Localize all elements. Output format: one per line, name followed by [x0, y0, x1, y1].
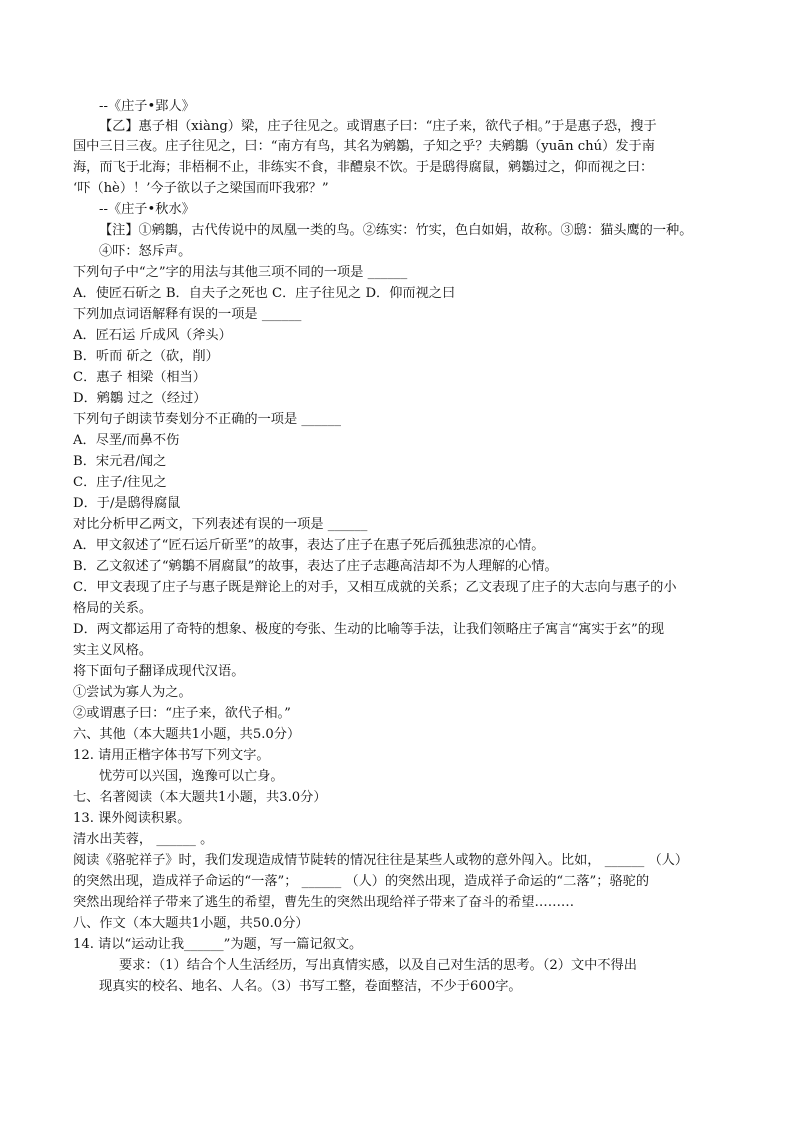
passage-yi-line: ‘吓（hè）！’今子欲以子之梁国而吓我邪？”	[73, 181, 329, 196]
passage-yi-line: 国中三日三夜。庄子往见之，曰：“南方有鸟，其名为鹓鶵，子知之乎？夫鹓鶵（yuān chú）发于南	[73, 139, 655, 154]
camel-xiangzi-line: 的突然出现，造成祥子命运的“一落”； ______ （人）的突然出现，造成祥子命运的“二落”；骆驼的	[73, 874, 650, 889]
question-reading-rhythm: 下列句子朗读节奏划分不正确的一项是 ______	[73, 412, 341, 427]
option-c: C．惠子 相梁（相当）	[73, 370, 206, 385]
question-translate: 将下面句子翻译成现代汉语。	[73, 664, 245, 679]
option-c-cont: 格局的关系。	[73, 601, 153, 616]
section-heading-essay: 八、作文（本大题共1小题，共50.0分）	[73, 916, 309, 931]
passage-yi-line: 海，而飞于北海；非梧桐不止，非练实不食，非醴泉不饮。于是鸱得腐鼠，鹓鶵过之，仰而视之曰：	[73, 160, 654, 175]
question-options: A．使匠石斫之 B．自夫子之死也 C．庄子往见之 D．仰而视之曰	[73, 286, 456, 301]
question-13: 13. 课外阅读积累。	[73, 811, 191, 826]
question-14: 14. 请以“运动让我______”为题，写一篇记叙文。	[73, 937, 363, 952]
translate-item-1: ①尝试为寡人为之。	[73, 685, 192, 700]
essay-requirements-cont: 现真实的校名、地名、人名。（3）书写工整，卷面整洁，不少于600字。	[99, 979, 522, 994]
option-d-cont: 实主义风格。	[73, 643, 153, 658]
question-12: 12. 请用正楷字体书写下列文字。	[73, 748, 270, 763]
camel-xiangzi-line: 阅读《骆驼祥子》时，我们发现造成情节陡转的情况往往是某些人或物的意外闯入。比如， ______ （人）	[73, 853, 689, 868]
option-d: D．于/是鸱得腐鼠	[73, 496, 181, 511]
camel-xiangzi-line: 突然出现给祥子带来了逃生的希望，曹先生的突然出现给祥子带来了奋斗的希望………	[73, 895, 575, 910]
source-zhuangzi-qiushui: --《庄子•秋水》	[99, 202, 195, 217]
option-a: A．尽垩/而鼻不伤	[73, 433, 180, 448]
passage-yi-line: 【乙】惠子相（xiàng）梁，庄子往见之。或谓惠子曰：“庄子来，欲代子相。”于是惠子恐，搜于	[99, 119, 657, 134]
option-d: D．两文都运用了奇特的想象、极度的夸张、生动的比喻等手法，让我们领略庄子寓言“寓实于玄”的现	[73, 622, 665, 637]
option-a: A．匠石运 斤成风（斧头）	[73, 328, 232, 343]
essay-requirements: 要求：（1）结合个人生活经历，写出真情实感，以及自己对生活的思考。（2）文中不得出	[119, 958, 637, 973]
question-compare-analysis: 对比分析甲乙两文，下列表述有误的一项是 ______	[73, 517, 368, 532]
question-word-meaning: 下列加点词语解释有误的一项是 ______	[73, 307, 302, 322]
source-zhuangzi-yingren: --《庄子•郢人》	[99, 99, 195, 114]
annotation-line: ④吓：怒斥声。	[99, 244, 192, 259]
option-b: B．宋元君/闻之	[73, 454, 167, 469]
translate-item-2: ②或谓惠子曰：“庄子来，欲代子相。”	[73, 706, 291, 721]
poem-fill-blank: 清水出芙蓉， ______ 。	[73, 832, 214, 847]
option-d: D．鹓鶵 过之（经过）	[73, 391, 207, 406]
option-b: B．乙文叙述了“鹓鶵不屑腐鼠”的故事，表达了庄子志趣高洁却不为人理解的心情。	[73, 559, 558, 574]
calligraphy-text: 忧劳可以兴国，逸豫可以亡身。	[99, 769, 284, 784]
section-heading-other: 六、其他（本大题共1小题，共5.0分）	[73, 727, 301, 742]
option-c: C．庄子/往见之	[73, 475, 167, 490]
annotation-line: 【注】①鹓鶵，古代传说中的凤凰一类的鸟。②练实：竹实，色白如娟，故称。③鸱：猫头鹰的一种。	[99, 223, 693, 238]
option-a: A．甲文叙述了“匠石运斤斫垩”的故事，表达了庄子在惠子死后孤独悲凉的心情。	[73, 538, 545, 553]
section-heading-classics: 七、名著阅读（本大题共1小题，共3.0分）	[73, 790, 327, 805]
question-zhi-usage: 下列句子中“之”字的用法与其他三项不同的一项是 ______	[73, 265, 408, 280]
option-b: B．听而 斫之（砍，削）	[73, 349, 219, 364]
option-c: C．甲文表现了庄子与惠子既是辩论上的对手，又相互成就的关系；乙文表现了庄子的大志向与惠子的小	[73, 580, 677, 595]
